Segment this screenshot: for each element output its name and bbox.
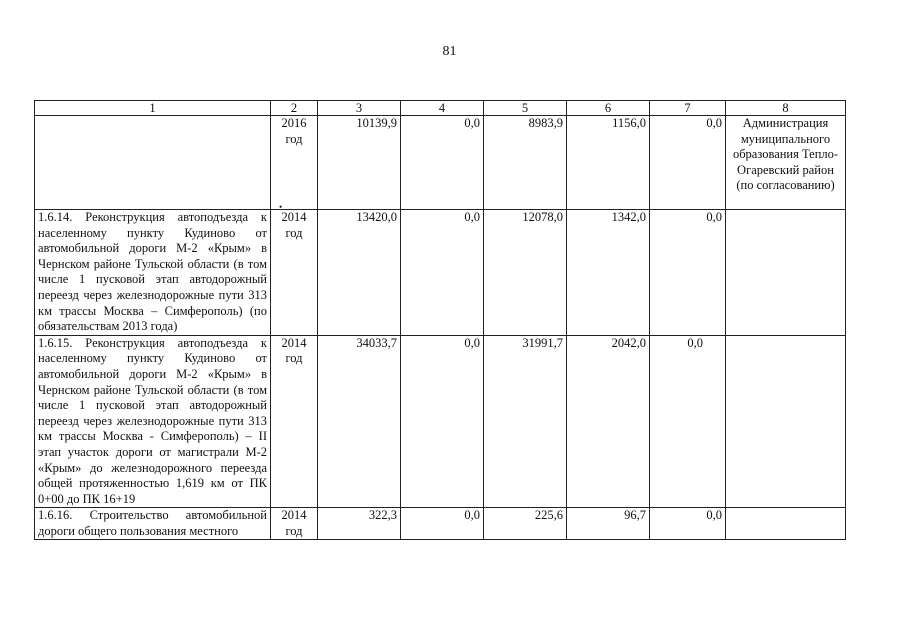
row-year: 2016 год <box>271 116 318 210</box>
table-row <box>35 116 846 210</box>
header-row <box>35 101 846 116</box>
header-cell: 2 <box>271 101 318 116</box>
row-organization <box>726 210 846 336</box>
row-description <box>35 116 271 210</box>
row-value-5: 225,6 <box>484 508 567 540</box>
row-description: 1.6.14. Реконструкция автоподъезда к населенному пункту Кудиново от автомобильной дороги М-2 «Крым» в Чернском районе Тульской области (в том числе 1 пусковой этап автодорожный переезд через железнодорожные пути 313 км трассы Москва – Симферополь) (по обязательствам 2013 года) <box>35 210 271 336</box>
row-value-6: 1342,0 <box>567 210 650 336</box>
row-value-6: 1156,0 <box>567 116 650 210</box>
row-organization: Администрация муниципального образования Тепло-Огаревский район (по согласованию) <box>726 116 846 210</box>
stray-mark: • <box>279 202 283 212</box>
row-value-6: 2042,0 <box>567 335 650 508</box>
row-year: 2014 год <box>271 335 318 508</box>
row-value-7: 0,0 <box>650 508 726 540</box>
row-value-7: 0,0 <box>650 210 726 336</box>
row-description: 1.6.15. Реконструкция автоподъезда к населенному пункту Кудиново от автомобильной дороги М-2 «Крым» в Чернском районе Тульской области (в том числе 1 пусковой этап автодорожный переезд через железнодорожные пути 313 км трассы Москва - Симферополь) – II этап участок дороги от магистрали М-2 «Крым» до железнодорожного переезда общей протяженностью 1,619 км от ПК 0+00 до ПК 16+19 <box>35 335 271 508</box>
budget-table <box>34 100 846 540</box>
row-value-3: 34033,7 <box>318 335 401 508</box>
row-value-4: 0,0 <box>401 335 484 508</box>
row-value-5: 12078,0 <box>484 210 567 336</box>
header-cell: 1 <box>35 101 271 116</box>
row-value-5: 31991,7 <box>484 335 567 508</box>
row-value-7: 0,0 <box>650 116 726 210</box>
table-row <box>35 508 846 540</box>
header-cell: 6 <box>567 101 650 116</box>
row-description: 1.6.16. Строительство автомобильной дороги общего пользования местного <box>35 508 271 540</box>
row-value-3: 10139,9 <box>318 116 401 210</box>
header-cell: 7 <box>650 101 726 116</box>
row-value-5: 8983,9 <box>484 116 567 210</box>
row-value-4: 0,0 <box>401 210 484 336</box>
row-organization <box>726 508 846 540</box>
row-value-7: 0,0 <box>650 335 726 508</box>
row-organization <box>726 335 846 508</box>
page-number: 81 <box>442 44 457 59</box>
row-value-3: 13420,0 <box>318 210 401 336</box>
header-cell: 5 <box>484 101 567 116</box>
row-value-6: 96,7 <box>567 508 650 540</box>
row-value-3: 322,3 <box>318 508 401 540</box>
header-cell: 8 <box>726 101 846 116</box>
row-value-4: 0,0 <box>401 116 484 210</box>
header-cell: 4 <box>401 101 484 116</box>
header-cell: 3 <box>318 101 401 116</box>
row-value-4: 0,0 <box>401 508 484 540</box>
table-row <box>35 210 846 336</box>
row-year: 2014 год <box>271 508 318 540</box>
row-year: 2014 год <box>271 210 318 336</box>
table-row <box>35 335 846 508</box>
